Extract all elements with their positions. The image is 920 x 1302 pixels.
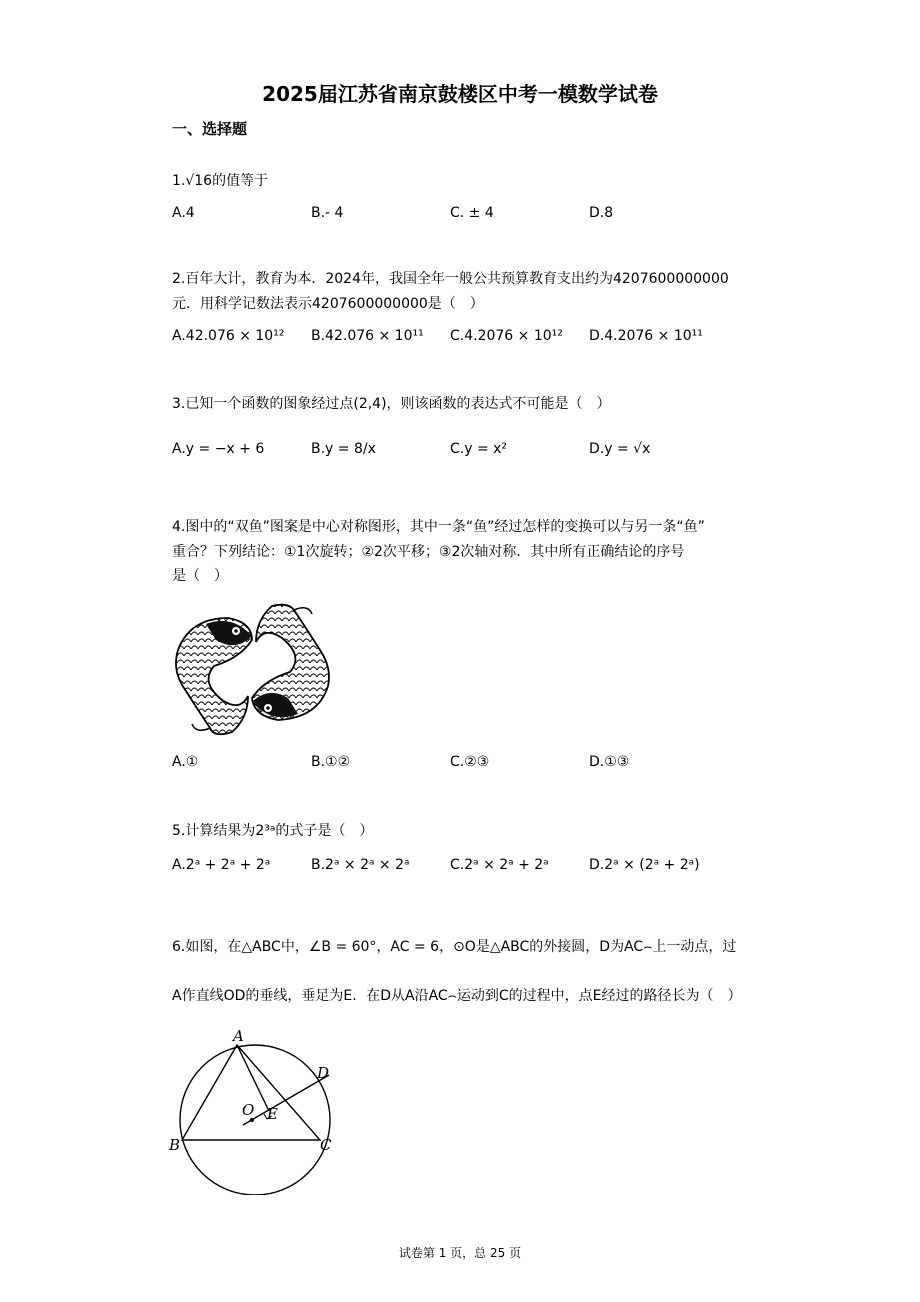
option-b: B.①②: [311, 754, 351, 770]
question-6-stem-line1: 6.如图，在△ABC中，∠B = 60°，AC = 6，⊙O是△ABC的外接圆，D为AC⌢上一动点，过: [172, 939, 737, 955]
option-c: C.2ᵃ × 2ᵃ + 2ᵃ: [450, 857, 549, 873]
label-o: O: [242, 1101, 255, 1119]
question-2-stem-line1: 2.百年大计，教育为本．2024年，我国全年一般公共预算教育支出约为4207600000000: [172, 271, 729, 287]
option-a: A.4: [172, 205, 195, 221]
option-d: D.2ᵃ × (2ᵃ + 2ᵃ): [589, 857, 700, 873]
question-4-stem-line3: 是（ ）: [172, 568, 228, 584]
option-d: D.4.2076 × 10¹¹: [589, 328, 703, 344]
option-b: B.- 4: [311, 205, 344, 221]
question-2-stem-line2: 元．用科学记数法表示4207600000000是（ ）: [172, 296, 484, 312]
label-c: C: [320, 1136, 332, 1154]
option-d: D.y = √x: [589, 441, 651, 457]
question-4-stem-line2: 重合？下列结论：①1次旋转；②2次平移；③2次轴对称．其中所有正确结论的序号: [172, 544, 685, 560]
question-5-stem: 5.计算结果为2³ᵃ的式子是（ ）: [172, 823, 374, 839]
question-3-stem: 3.已知一个函数的图象经过点(2,4)，则该函数的表达式不可能是（ ）: [172, 396, 611, 412]
label-b: B: [169, 1136, 181, 1154]
label-d: D: [317, 1064, 330, 1082]
label-e: E: [267, 1105, 278, 1123]
option-c: C.4.2076 × 10¹²: [450, 328, 563, 344]
option-d: D.①③: [589, 754, 630, 770]
option-d: D.8: [589, 205, 614, 221]
right-fish: [252, 605, 329, 720]
section-heading: 一、选择题: [172, 120, 248, 138]
option-b: B.2ᵃ × 2ᵃ × 2ᵃ: [311, 857, 410, 873]
circumcircle: [180, 1045, 330, 1195]
option-c: C.y = x²: [450, 441, 508, 457]
option-a: A.42.076 × 10¹²: [172, 328, 285, 344]
question-6-stem-line2: A作直线OD的垂线，垂足为E．在D从A沿AC⌢运动到C的过程中，点E经过的路径长为（ ）: [172, 988, 742, 1004]
question-1-stem: 1.√16的值等于: [172, 173, 269, 189]
page-footer: 试卷第 1 页，总 25 页: [398, 1246, 522, 1260]
page-title: 2025届江苏省南京鼓楼区中考一模数学试卷: [262, 82, 658, 106]
option-b: B.42.076 × 10¹¹: [311, 328, 424, 344]
option-b: B.y = 8/x: [311, 441, 376, 457]
option-a: A.①: [172, 754, 199, 770]
option-c: C. ± 4: [450, 205, 494, 221]
left-fish: [176, 618, 252, 734]
question-4-stem-line1: 4.图中的“双鱼”图案是中心对称图形，其中一条“鱼”经过怎样的变换可以与另一条“鱼”: [172, 519, 705, 535]
option-a: A.2ᵃ + 2ᵃ + 2ᵃ: [172, 857, 271, 873]
circle-triangle-figure: [165, 1025, 345, 1195]
double-fish-figure: [170, 600, 335, 740]
option-c: C.②③: [450, 754, 490, 770]
label-a: A: [233, 1027, 244, 1045]
option-a: A.y = −x + 6: [172, 441, 265, 457]
